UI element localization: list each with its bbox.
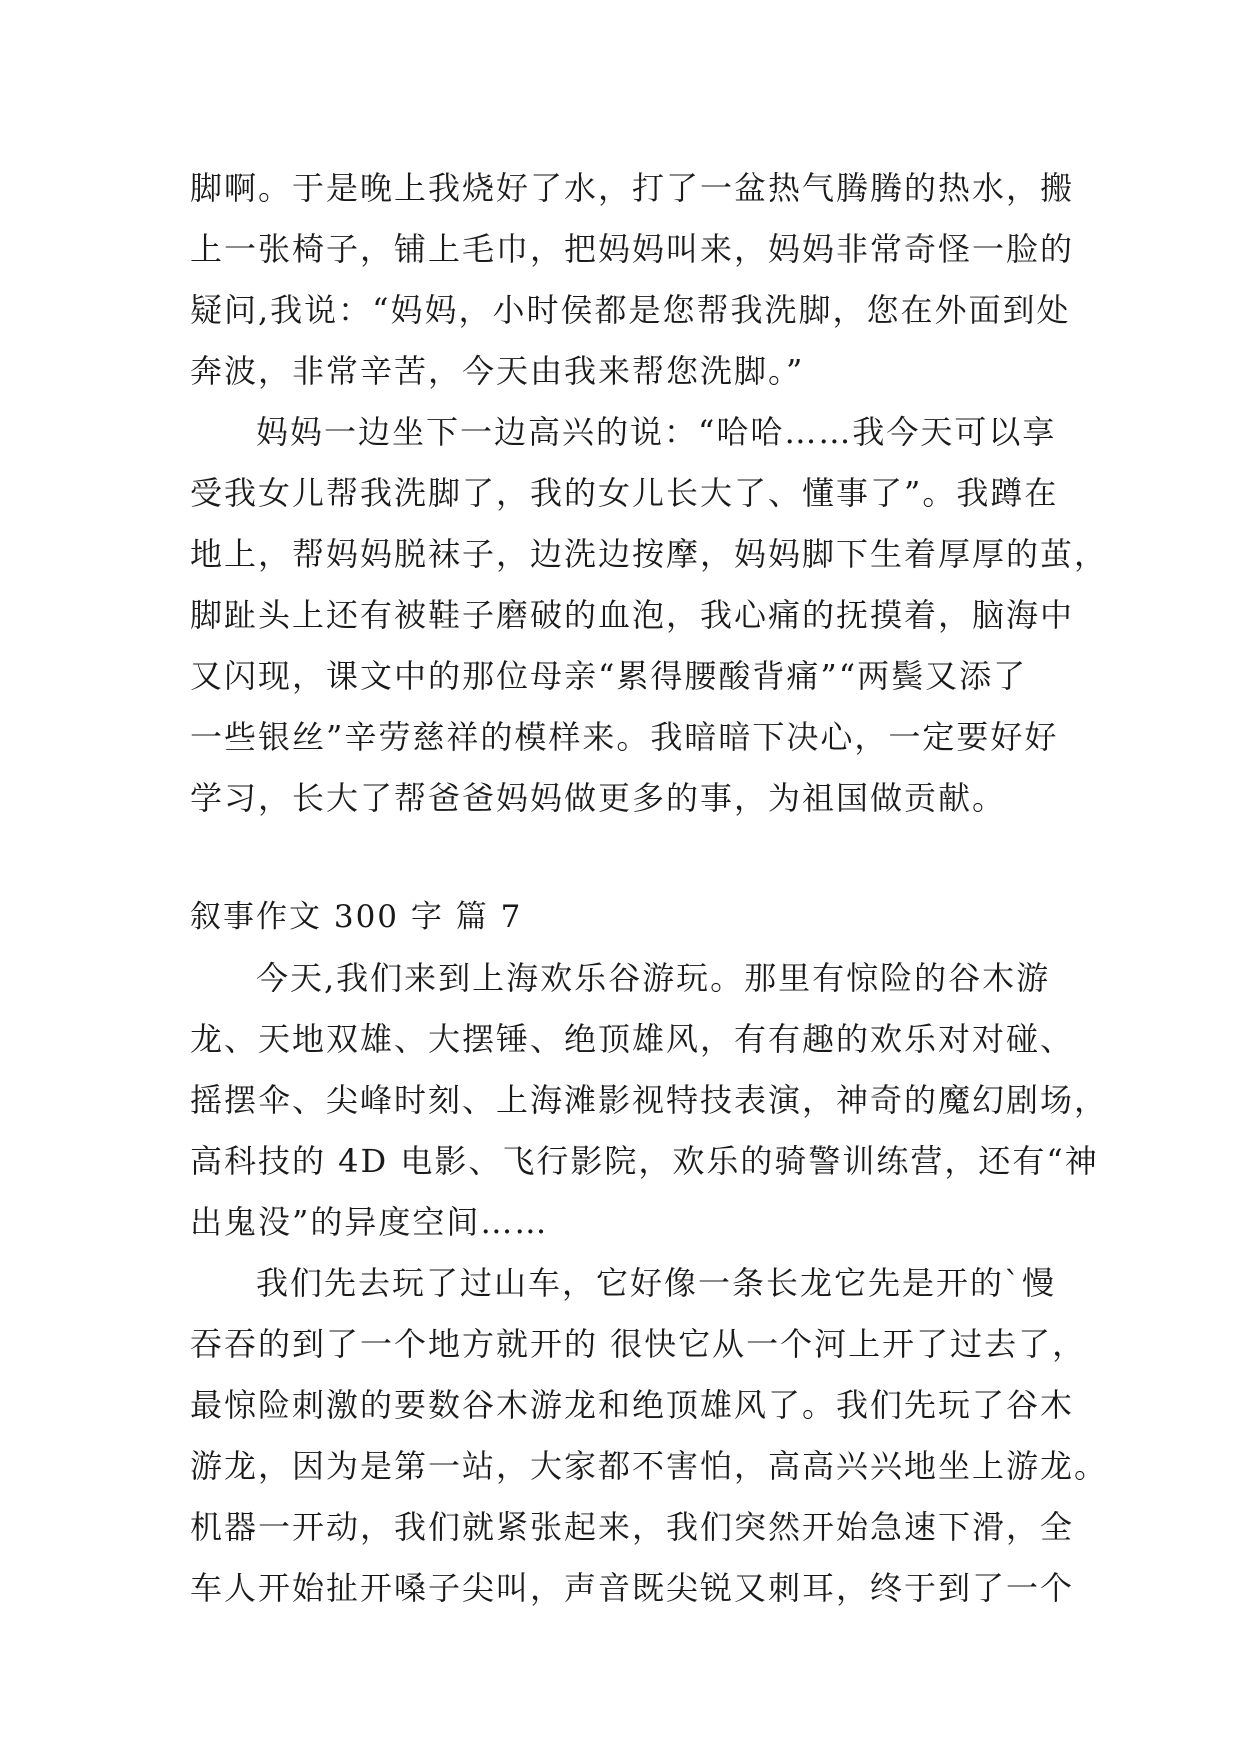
section-spacer (190, 829, 1052, 887)
text-line: 最惊险刺激的要数谷木游龙和绝顶雄风了。我们先玩了谷木 (190, 1386, 1075, 1424)
text-line: 我们先去玩了过山车，它好像一条长龙它先是开的`慢 (256, 1264, 1057, 1302)
text-line: 吞吞的到了一个地方就开的 很快它从一个河上开了过去了， (190, 1325, 1087, 1363)
section-heading: 叙事作文 300 字 篇 7 (190, 899, 523, 935)
text-line: 受我女儿帮我洗脚了，我的女儿长大了、懂事了”。我蹲在 (190, 474, 1059, 512)
paragraph (190, 402, 1109, 829)
text-line: 今天,我们来到上海欢乐谷游玩。那里有惊险的谷木游 (256, 959, 1051, 997)
text-line: 脚趾头上还有被鞋子磨破的血泡，我心痛的抚摸着，脑海中 (190, 596, 1075, 634)
document-body (190, 158, 1109, 1619)
text-line: 高科技的 4D 电影、飞行影院，欢乐的骑警训练营，还有“神 (190, 1142, 1099, 1180)
paragraph (190, 158, 1075, 402)
text-line: 地上，帮妈妈脱袜子，边洗边按摩，妈妈脚下生着厚厚的茧， (190, 535, 1109, 573)
text-line: 车人开始扯开嗓子尖叫，声音既尖锐又刺耳，终于到了一个 (190, 1569, 1075, 1607)
text-line: 疑问,我说：“妈妈，小时侯都是您帮我洗脚，您在外面到处 (190, 291, 1071, 329)
text-line: 妈妈一边坐下一边高兴的说：“哈哈……我今天可以享 (256, 413, 1057, 451)
text-line: 上一张椅子，铺上毛巾，把妈妈叫来，妈妈非常奇怪一脸的 (190, 230, 1075, 268)
text-line: 又闪现，课文中的那位母亲“累得腰酸背痛”“两鬓又添了 (190, 657, 1028, 695)
text-line: 游龙，因为是第一站，大家都不害怕，高高兴兴地坐上游龙。 (190, 1447, 1109, 1485)
paragraph (190, 1253, 1109, 1619)
text-line: 脚啊。于是晚上我烧好了水，打了一盆热气腾腾的热水，搬 (190, 169, 1075, 207)
text-line: 学习，长大了帮爸爸妈妈做更多的事，为祖国做贡献。 (190, 779, 1007, 817)
text-line: 龙、天地双雄、大摆锤、绝顶雄风，有有趣的欢乐对对碰、 (190, 1020, 1075, 1058)
text-line: 奔波，非常辛苦，今天由我来帮您洗脚。” (190, 352, 805, 390)
text-line: 机器一开动，我们就紧张起来，我们突然开始急速下滑，全 (190, 1508, 1075, 1546)
paragraph (190, 948, 1109, 1253)
text-line: 出鬼没”的异度空间…… (190, 1203, 549, 1241)
text-line: 一些银丝”辛劳慈祥的模样来。我暗暗下决心，一定要好好 (190, 718, 1059, 756)
text-line: 摇摆伞、尖峰时刻、上海滩影视特技表演，神奇的魔幻剧场， (190, 1081, 1109, 1119)
